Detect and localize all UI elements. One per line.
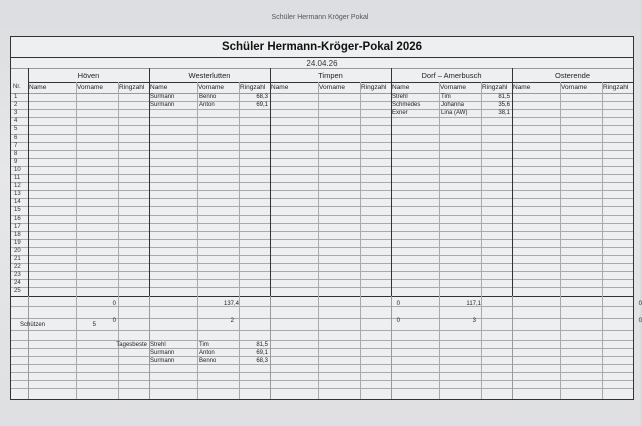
tagesbeste-name: Surmann — [150, 357, 175, 364]
row-number: 10 — [14, 166, 21, 173]
tagesbeste-vorname: Tim — [199, 341, 209, 348]
entry-vorname: Johanna — [441, 102, 465, 109]
row-rule — [11, 101, 633, 102]
row-rule — [11, 125, 633, 126]
colhead-rule — [11, 93, 633, 94]
group-count: 0 — [396, 317, 400, 324]
summary-rule — [11, 380, 633, 381]
entry-ringzahl: 69,1 — [256, 102, 268, 109]
row-rule — [11, 271, 633, 272]
summary-rule — [11, 340, 633, 341]
tagesbeste-vorname: Benno — [199, 357, 217, 364]
group-total: 137,4 — [223, 300, 239, 307]
summary-rule — [11, 356, 633, 357]
row-number: 18 — [14, 231, 21, 238]
row-number: 24 — [14, 280, 21, 287]
row-rule — [11, 142, 633, 143]
right-frame-rule — [633, 68, 634, 399]
row-number: 22 — [14, 264, 21, 271]
column-header-vorname: Vorname — [440, 84, 467, 91]
row-number: 6 — [14, 134, 18, 141]
summary-rule — [11, 330, 633, 331]
group-name-0: Höven — [77, 71, 100, 80]
date-rule — [11, 68, 633, 69]
entry-ringzahl: 81,5 — [498, 94, 510, 100]
sheet-date: 24.04.26 — [306, 59, 338, 68]
group-rule-left-lower — [512, 296, 513, 400]
column-header-vorname: Vorname — [77, 84, 104, 91]
column-header-ringzahl: Ringzahl — [119, 84, 145, 91]
row-rule — [11, 109, 633, 110]
group-rule-left — [270, 68, 271, 296]
subcolumn-rule — [318, 82, 319, 399]
group-count: 0 — [638, 317, 642, 324]
subcolumn-rule — [118, 82, 119, 399]
row-number: 20 — [14, 247, 21, 254]
row-rule — [11, 190, 633, 191]
column-header-vorname: Vorname — [198, 84, 225, 91]
tagesbeste-name: Surmann — [150, 349, 175, 356]
entry-ringzahl: 35,6 — [498, 102, 510, 109]
column-header-name: Name — [29, 84, 47, 91]
column-header-name: Name — [392, 84, 410, 91]
row-number: 9 — [14, 158, 18, 165]
group-total: 0 — [112, 300, 116, 307]
summary-rule — [11, 348, 633, 349]
column-header-vorname: Vorname — [561, 84, 588, 91]
tagesbeste-name: Strehl — [150, 341, 166, 348]
row-number: 5 — [14, 126, 18, 133]
entry-vorname: Anton — [199, 102, 215, 109]
entry-name: Schmedes — [392, 102, 421, 109]
entry-ringzahl: 68,3 — [256, 94, 268, 100]
subcolumn-rule — [360, 82, 361, 399]
group-rule-left — [512, 68, 513, 296]
group-name-1: Westerlutten — [188, 71, 231, 80]
row-rule — [11, 231, 633, 232]
row-rule — [11, 206, 633, 207]
row-rule — [11, 279, 633, 280]
group-name-3: Dorf – Amerbusch — [421, 71, 482, 80]
column-header-name: Name — [271, 84, 289, 91]
row-rule — [11, 296, 633, 297]
row-rule — [11, 158, 633, 159]
entry-vorname: Tim — [441, 94, 451, 100]
row-number: 3 — [14, 110, 18, 117]
row-number: 1 — [14, 94, 18, 100]
row-number: 4 — [14, 118, 18, 125]
group-count: 3 — [472, 317, 476, 324]
row-rule — [11, 223, 633, 224]
tagesbeste-label: Tagesbeste — [116, 341, 147, 348]
group-rule-left-lower — [270, 296, 271, 400]
group-name-4: Osterende — [554, 71, 591, 80]
entry-vorname: Lina (AW) — [441, 110, 468, 117]
row-rule — [11, 247, 633, 248]
row-number: 16 — [14, 215, 21, 222]
entry-name: Surmann — [150, 102, 175, 109]
row-number: 7 — [14, 142, 18, 149]
entry-name: Strehl — [392, 94, 408, 100]
row-rule — [11, 198, 633, 199]
row-number: 11 — [14, 175, 21, 181]
row-rule — [11, 287, 633, 288]
summary-rule — [11, 372, 633, 373]
row-rule — [11, 150, 633, 151]
row-number: 2 — [14, 102, 18, 109]
subcolumn-rule — [481, 82, 482, 399]
row-rule — [11, 263, 633, 264]
column-header-ringzahl: Ringzahl — [482, 84, 508, 91]
row-number: 14 — [14, 199, 21, 206]
sheet-title: Schüler Hermann-Kröger-Pokal 2026 — [221, 41, 423, 53]
group-name-2: Timpen — [318, 71, 343, 80]
summary-rule — [11, 388, 633, 389]
entry-name: Exner — [392, 110, 408, 117]
row-rule — [11, 255, 633, 256]
subcolumn-rule — [560, 82, 561, 399]
tagesbeste-vorname: Anton — [199, 349, 215, 356]
row-number: 17 — [14, 223, 21, 230]
entry-name: Surmann — [150, 94, 175, 100]
summary-rule — [11, 364, 633, 365]
group-rule-left-lower — [391, 296, 392, 400]
group-schuetzen: 5 — [92, 321, 96, 328]
column-header-ringzahl: Ringzahl — [361, 84, 387, 91]
row-rule — [11, 117, 633, 118]
row-number: 23 — [14, 272, 21, 279]
tagesbeste-ringzahl: 69,1 — [256, 349, 268, 356]
column-header-name: Name — [513, 84, 531, 91]
subcolumn-rule — [197, 82, 198, 399]
subcolumn-rule — [439, 82, 440, 399]
row-number: 19 — [14, 239, 21, 246]
row-number: 15 — [14, 207, 21, 214]
column-header-ringzahl: Ringzahl — [603, 84, 629, 91]
row-number: 8 — [14, 150, 18, 157]
score-sheet — [10, 36, 642, 400]
entry-vorname: Benno — [199, 94, 217, 100]
row-number: 12 — [14, 183, 21, 190]
schuetzen-label: Schützen — [20, 321, 46, 328]
group-total: 0 — [638, 300, 642, 307]
row-number-header: Nr. — [13, 84, 21, 90]
tagesbeste-ringzahl: 68,3 — [256, 357, 268, 364]
row-rule — [11, 215, 633, 216]
column-header-ringzahl: Ringzahl — [240, 84, 266, 91]
row-rule — [11, 239, 633, 240]
group-rule-left-lower — [28, 296, 29, 400]
group-count: 0 — [112, 317, 116, 324]
row-rule — [11, 134, 633, 135]
row-rule — [11, 182, 633, 183]
title-rule — [11, 57, 633, 58]
page-header: Schüler Hermann Kröger Pokal — [271, 14, 369, 21]
group-total: 117,1 — [466, 300, 481, 307]
column-header-vorname: Vorname — [319, 84, 346, 91]
row-number: 25 — [14, 288, 21, 295]
subcolumn-rule — [602, 82, 603, 399]
row-number: 21 — [14, 256, 21, 262]
group-count: 2 — [230, 317, 234, 324]
column-header-name: Name — [150, 84, 168, 91]
tagesbeste-ringzahl: 81,5 — [256, 341, 268, 348]
row-number: 13 — [14, 191, 21, 198]
group-total: 0 — [396, 300, 400, 307]
entry-ringzahl: 38,1 — [498, 110, 510, 117]
row-rule — [11, 174, 633, 175]
subcolumn-rule — [76, 82, 77, 399]
row-rule — [11, 166, 633, 167]
